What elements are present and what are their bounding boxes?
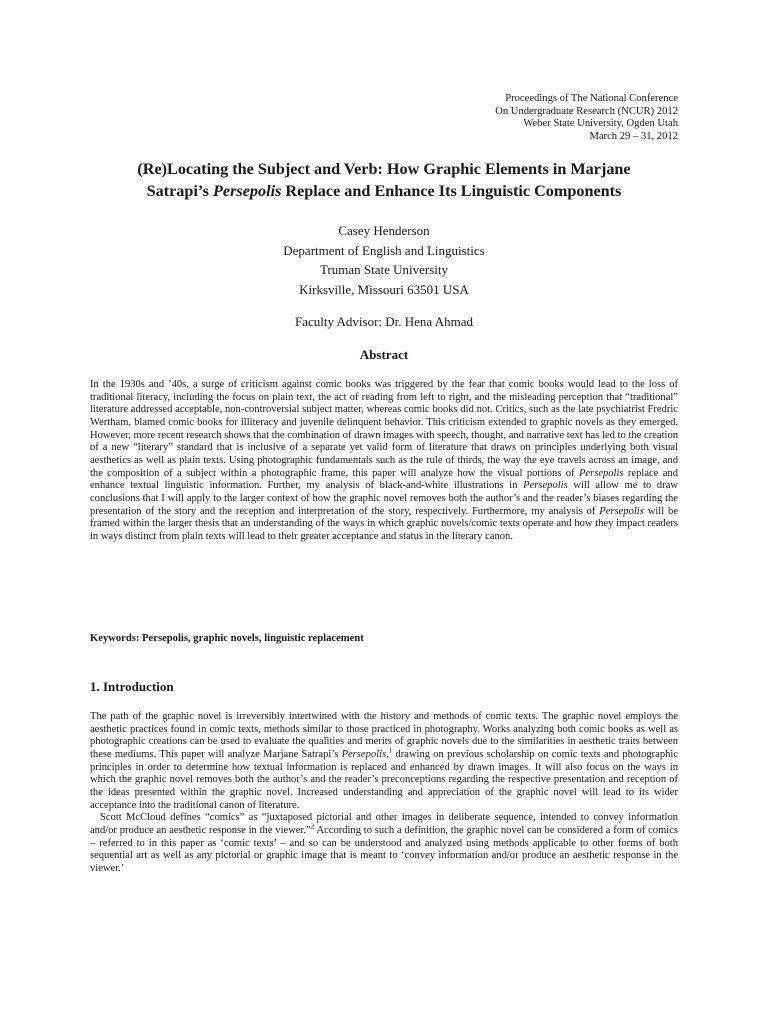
paragraph-text: , [386, 748, 389, 760]
title-text: Replace and Enhance Its Linguistic Components [281, 182, 622, 200]
italic-persepolis: Persepolis [341, 748, 387, 760]
title-line-2 [60, 180, 708, 202]
proceedings-header [495, 93, 678, 143]
author-name: Casey Henderson [338, 223, 430, 238]
paragraph-text: drawing on previous scholarship on comic texts and photographic principles in order to determine how textual information is replaced and enhanced by drawn images. It will also focus on the ways in which the graphic novel removes both the author’s and the reader’s preconceptions regarding the respective presentation and reception of the ideas presented within the graphic novel. Increased understanding and appreciation of the graphic novel will lead to its wider acceptance into the traditional canon of literature. [90, 748, 678, 811]
abstract-body [90, 379, 678, 544]
proceedings-date: March 29 – 31, 2012 [589, 130, 678, 142]
abstract-italic: Persepolis [523, 480, 568, 492]
abstract-italic: Persepolis [578, 467, 624, 479]
author-university: Truman State University [319, 262, 449, 277]
author-block [60, 221, 708, 299]
paragraph [90, 812, 678, 875]
faculty-advisor: Faculty Advisor: Dr. Hena Ahmad [294, 314, 473, 329]
keywords: Keywords: Persepolis, graphic novels, linguistic replacement [90, 633, 364, 644]
proceedings-line: Weber State University, Ogden Utah [523, 118, 678, 130]
abstract-text: replace and enhance textual linguistic information. Further, my analysis of black-and-white illustrations in [90, 467, 678, 492]
paragraph [90, 711, 678, 812]
title-text: Satrapi’s [146, 182, 214, 200]
paper-title [60, 158, 708, 202]
paragraph-text: According to such a definition, the graphic novel can be considered a form of comics – referred to in this paper as ‘comic texts’ – and so can be understood and analyzed using methods applicable to other forms of both sequential art as well as any pictorial or graphic image that is meant to ‘convey information and/or produce an aesthetic response in the viewer.’ [90, 824, 678, 874]
abstract-text: will allow me to draw conclusions that I will apply to the larger context of how the graphic novel removes both the author’s and the reader’s biases regarding the presentation of the story and the reception and interpretation of the story, respectively. Furthermore, my analysis of [90, 480, 678, 517]
abstract-text: In the 1930s and ’40s, a surge of criticism against comic books was triggered by the fear that comic books would lead to the loss of traditional literacy, including the focus on plain text, the act of reading from left to right, and the misleading perception that “traditional” literature addressed acceptable, non-controversial subject matter, whereas comic books did not. Critics, such as the late psychiatrist Fredric Wertham, blamed comic books for illiteracy and juvenile delinquent behavior. This criticism extended to graphic novels as they emerged. However, more recent research shows that the combination of drawn images with speech, thought, and narrative text has led to the creation of a new “literary” standard that is inclusive of a separate yet valid form of literature that draws on principles underlying both visual aesthetics as well as plain texts. Using photographic fundamentals such as the rule of thirds, the way the eye travels across an image, and the composition of a subject within a photographic frame, this paper will analyze how the visual portions of [90, 379, 678, 479]
proceedings-line: Proceedings of The National Conference [505, 93, 678, 104]
footnote-marker: 1 [388, 746, 393, 755]
author-department: Department of English and Linguistics [283, 242, 485, 258]
section-heading-introduction: 1. Introduction [90, 679, 174, 694]
title-italic-persepolis: Persepolis [213, 182, 282, 200]
proceedings-line: On Undergraduate Research (NCUR) 2012 [495, 105, 678, 117]
paragraph-text: Scott McCloud defines “comics” as “juxtaposed pictorial and other images in deliberate sequence, intended to convey information and/or produce an aesthetic response in the viewer.” [90, 812, 678, 836]
abstract-italic: Persepolis [599, 505, 644, 517]
introduction-body [90, 711, 678, 876]
footnote-marker: 2 [310, 822, 315, 831]
abstract-text: will be framed within the larger thesis that an understanding of the ways in which graphic novels/comic texts operate and how they impact readers in ways distinct from plain texts will lead to their greater acceptance and status in the literary canon. [90, 505, 678, 542]
title-line-1: (Re)Locating the Subject and Verb: How Graphic Elements in Marjane [137, 160, 631, 178]
paragraph-text: The path of the graphic novel is irreversibly intertwined with the history and methods of comic texts. The graphic novel employs the aesthetic practices found in comic texts, methods similar to those practiced in photography. Works analyzing both comic books as well as photographic creations can be used to evaluate the qualities and merits of graphic novels due to the similarities in aesthetic traits between these mediums. This paper will analyze Marjane Satrapi’s [90, 711, 678, 760]
abstract-heading: Abstract [359, 347, 409, 362]
author-location: Kirksville, Missouri 63501 USA [299, 281, 469, 297]
